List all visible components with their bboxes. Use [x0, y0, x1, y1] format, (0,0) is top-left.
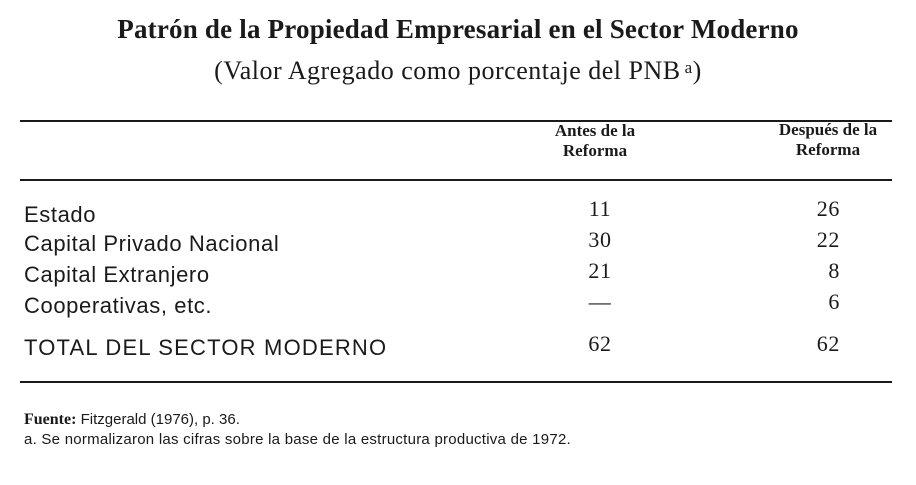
table-row [0, 227, 916, 257]
value-before: 62 [588, 331, 612, 356]
value-before: 21 [588, 258, 612, 283]
table-total-row [0, 331, 916, 361]
table-row [0, 196, 916, 226]
footnotes [24, 410, 571, 450]
source-note [24, 410, 571, 430]
column-header-after [748, 120, 908, 160]
source-text: Fitzgerald (1976), p. 36. [80, 411, 240, 428]
value-after: 62 [816, 331, 840, 356]
row-label: Cooperativas, etc. [24, 293, 213, 318]
table-subtitle [0, 56, 916, 86]
column-header-after-line1: Después de la [778, 120, 878, 139]
column-header-after-line2: Reforma [795, 140, 861, 159]
column-header-before-line1: Antes de la [554, 121, 636, 140]
subtitle-text: (Valor Agregado como porcentaje del PNB [214, 56, 681, 85]
value-after: 8 [828, 258, 840, 283]
value-after: 26 [816, 196, 840, 221]
subtitle-close: ) [692, 56, 702, 85]
column-header-before-line2: Reforma [562, 141, 628, 160]
row-label: Capital Privado Nacional [24, 231, 280, 256]
footnote-a: a. Se normalizaron las cifras sobre la base de la estructura productiva de 1972. [24, 431, 571, 448]
header-rule [20, 179, 892, 181]
row-label: TOTAL DEL SECTOR MODERNO [24, 335, 388, 360]
table-title: Patrón de la Propiedad Empresarial en el Sector Moderno [117, 14, 799, 44]
subtitle-footnote-marker: a [684, 58, 693, 77]
table-row [0, 289, 916, 319]
row-label: Estado [24, 202, 97, 227]
value-after: 22 [816, 227, 840, 252]
value-before: — [588, 289, 612, 314]
source-label: Fuente: [24, 411, 77, 428]
value-before: 11 [588, 196, 612, 221]
table-row [0, 258, 916, 288]
row-label: Capital Extranjero [24, 262, 210, 287]
value-after: 6 [828, 289, 840, 314]
bottom-rule [20, 381, 892, 383]
value-before: 30 [588, 227, 612, 252]
column-header-before [530, 121, 660, 161]
